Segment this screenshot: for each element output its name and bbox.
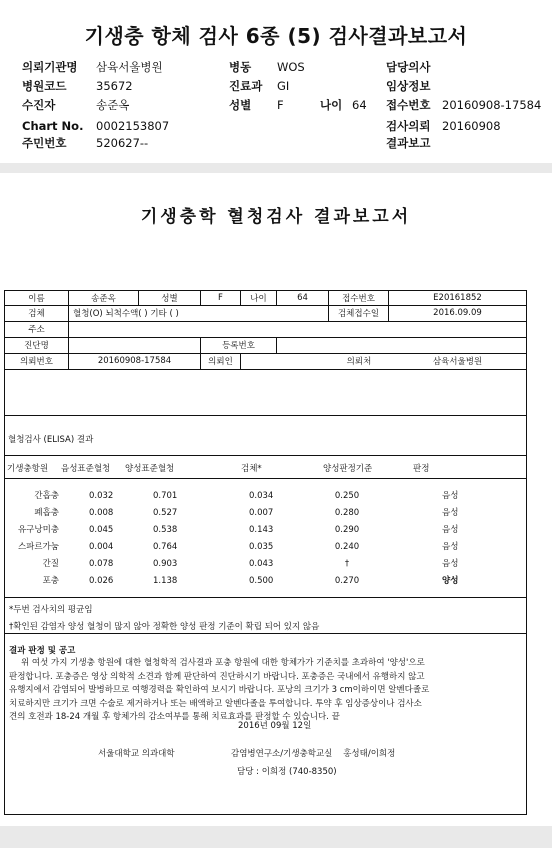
receipt-value: 20160908-17584 — [442, 98, 542, 112]
diagnosis-value — [69, 337, 201, 353]
table-row — [5, 573, 526, 589]
age-value: 64 — [352, 98, 367, 112]
collected-value: 2016.09.09 — [433, 308, 482, 318]
institution-value: 삼육서울병원 — [96, 60, 163, 74]
cell-neg: 0.045 — [89, 525, 114, 535]
elisa-section — [5, 415, 526, 456]
cell-pos: 0.764 — [153, 542, 178, 552]
patient-value: 송준옥 — [96, 98, 130, 112]
info-row-5 — [5, 353, 526, 370]
cell-antigen: 유구낭미충 — [17, 525, 59, 535]
info-row-3 — [5, 321, 526, 338]
opinion-line: 치료하지만 크기가 크면 수술로 제거하거나 또는 배액하고 알벤다졸을 투여합니다. 투약 후 임상증상이나 검사소 — [9, 698, 422, 709]
cell-cutoff: † — [344, 559, 350, 569]
chart-label: Chart No. — [22, 119, 84, 133]
requester-place-value: 삼육서울병원 — [432, 357, 483, 367]
opinion-paragraph — [9, 657, 521, 725]
dept-label: 진료과 — [229, 79, 263, 93]
cell-pos: 0.903 — [153, 559, 178, 569]
report-title: 기생충학 혈청검사 결과보고서 — [140, 207, 412, 227]
opinion-line: 판정합니다. 포충증은 영상 의학적 소견과 함께 판단하여 진단하시기 바랍니다. 포충증은 국내에서 유행하지 않고 — [9, 671, 425, 682]
col-antigen: 기생충항원 — [7, 464, 49, 474]
table-bottom-rule — [5, 597, 526, 598]
receipt-label: 접수번호 — [386, 98, 431, 112]
request-label: 검사의뢰 — [386, 119, 431, 133]
footnote-rule — [5, 633, 526, 634]
col-specimen: 검체* — [241, 464, 262, 474]
name-label: 이름 — [5, 291, 69, 305]
col-neg-std: 음성표준혈청 — [61, 464, 111, 474]
footnote-1: *두번 검사치의 평균임 — [9, 605, 93, 615]
cell-cutoff: 0.270 — [334, 576, 360, 586]
header-rule — [5, 478, 526, 479]
requester-place-label: 의뢰처 — [346, 357, 372, 367]
sex-value: F — [277, 98, 284, 112]
cell-pos: 1.138 — [153, 576, 178, 586]
info-row-4 — [5, 337, 526, 354]
cell-neg: 0.032 — [89, 491, 114, 501]
opinion-title: 결과 판정 및 공고 — [9, 646, 76, 656]
table-header — [5, 461, 526, 477]
cell-specimen: 0.143 — [249, 525, 274, 535]
info-row-2 — [5, 305, 526, 322]
table-row — [5, 505, 526, 521]
footnote-2: †확인된 감염자 양성 혈청이 많지 않아 정확한 양성 판정 기준이 확립 되어 있지 않음 — [9, 622, 320, 632]
collected-label: 검체접수일 — [329, 305, 389, 321]
opinion-line: 유행지에서 감염되어 발병하므로 여행경력을 확인하여 보시기 바랍니다. 포낭의 크기가 3 cm이하이면 알벤다졸로 — [9, 685, 430, 695]
institution-label: 의뢰기관명 — [22, 60, 78, 74]
cell-neg: 0.004 — [89, 542, 114, 552]
hospital-code-label: 병원코드 — [22, 79, 67, 93]
sex-label: 성별 — [229, 98, 252, 112]
cell-antigen: 스파르가눔 — [17, 542, 59, 552]
cell-neg: 0.008 — [89, 508, 114, 518]
cell-antigen: 포충 — [42, 576, 59, 586]
cell-judgement: 음성 — [442, 491, 459, 501]
age-value: 64 — [277, 291, 329, 305]
opinion-line: 위 여섯 가지 기생충 항원에 대한 혈청학적 검사결과 포충 항원에 대한 항체가가 기준치를 초과하여 '양성'으로 — [21, 658, 425, 668]
table-row — [5, 539, 526, 555]
sex-label: 성별 — [139, 291, 201, 305]
requester-value — [241, 353, 329, 369]
table-row — [5, 556, 526, 572]
section-divider — [0, 163, 552, 173]
cell-cutoff: 0.280 — [334, 508, 360, 518]
bottom-divider — [0, 826, 552, 848]
cell-antigen: 간질 — [42, 559, 59, 569]
lab-name: 감염병연구소/기생충학교실 홍성태/이희정 — [231, 749, 396, 759]
report-header — [0, 0, 552, 165]
cell-specimen: 0.035 — [249, 542, 274, 552]
opinion-line: 견의 호전과 18-24 개월 후 항체가의 감소여부를 통해 치료효과를 판정할 수 있습니다. 끝 — [9, 712, 340, 722]
report-sheet — [4, 290, 527, 815]
name-value: 송준옥 — [69, 291, 139, 305]
section-title: 혈청검사 (ELISA) 결과 — [8, 435, 94, 445]
specimen-label: 검체 — [5, 305, 69, 321]
cell-judgement: 음성 — [442, 508, 459, 518]
doctor-label: 담당의사 — [386, 60, 431, 74]
hospital-code-value: 35672 — [96, 79, 133, 93]
page-title: 기생충 항체 검사 6종 (5) 검사결과보고서 — [84, 24, 468, 48]
cell-specimen: 0.034 — [249, 491, 274, 501]
cell-cutoff: 0.250 — [334, 491, 360, 501]
cell-cutoff: 0.290 — [334, 525, 360, 535]
diagnosis-label: 진단명 — [5, 337, 69, 353]
resident-value: 520627-- — [96, 136, 149, 150]
sex-value: F — [201, 291, 241, 305]
specimen-value: 혈청(O) 뇌척수액( ) 기타 ( ) — [69, 305, 329, 321]
cell-cutoff: 0.240 — [334, 542, 360, 552]
cell-pos: 0.701 — [153, 491, 178, 501]
address-label: 주소 — [5, 321, 69, 337]
org-name: 서울대학교 의과대학 — [98, 749, 175, 759]
cell-judgement: 음성 — [442, 525, 459, 535]
receipt-label: 접수번호 — [329, 291, 389, 305]
blank-area — [5, 369, 526, 416]
cell-judgement: 양성 — [442, 576, 459, 586]
ward-value: WOS — [277, 60, 305, 74]
requester-label: 의뢰인 — [201, 353, 241, 369]
request-no-value: 20160908-17584 — [69, 353, 201, 369]
cell-specimen: 0.007 — [249, 508, 274, 518]
clinical-label: 임상정보 — [386, 79, 431, 93]
report-label: 결과보고 — [386, 136, 431, 150]
receipt-value: E20161852 — [433, 293, 482, 303]
cell-antigen: 폐흡충 — [34, 508, 59, 518]
cell-judgement: 음성 — [442, 559, 459, 569]
cell-specimen: 0.500 — [249, 576, 274, 586]
cell-neg: 0.026 — [89, 576, 114, 586]
table-row — [5, 522, 526, 538]
registration-label: 등록번호 — [201, 337, 277, 353]
report-date: 2016년 09월 12일 — [238, 721, 312, 731]
contact: 담당 : 이희정 (740-8350) — [237, 767, 337, 777]
request-no-label: 의뢰번호 — [5, 353, 69, 369]
patient-label: 수진자 — [22, 98, 56, 112]
col-judgement: 판정 — [413, 464, 430, 474]
table-row — [5, 488, 526, 504]
age-label: 나이 — [241, 291, 277, 305]
cell-pos: 0.538 — [153, 525, 178, 535]
cell-specimen: 0.043 — [249, 559, 274, 569]
cell-antigen: 간흡충 — [34, 491, 59, 501]
cell-judgement: 음성 — [442, 542, 459, 552]
resident-label: 주민번호 — [22, 136, 67, 150]
age-label: 나이 — [320, 98, 343, 112]
request-value: 20160908 — [442, 119, 501, 133]
dept-value: GI — [277, 79, 290, 93]
col-pos-std: 양성표준혈청 — [125, 464, 175, 474]
ward-label: 병동 — [229, 60, 252, 74]
info-row-1 — [5, 291, 526, 306]
col-cutoff: 양성판정기준 — [323, 464, 373, 474]
cell-pos: 0.527 — [153, 508, 178, 518]
chart-value: 0002153807 — [96, 119, 170, 133]
cell-neg: 0.078 — [89, 559, 114, 569]
